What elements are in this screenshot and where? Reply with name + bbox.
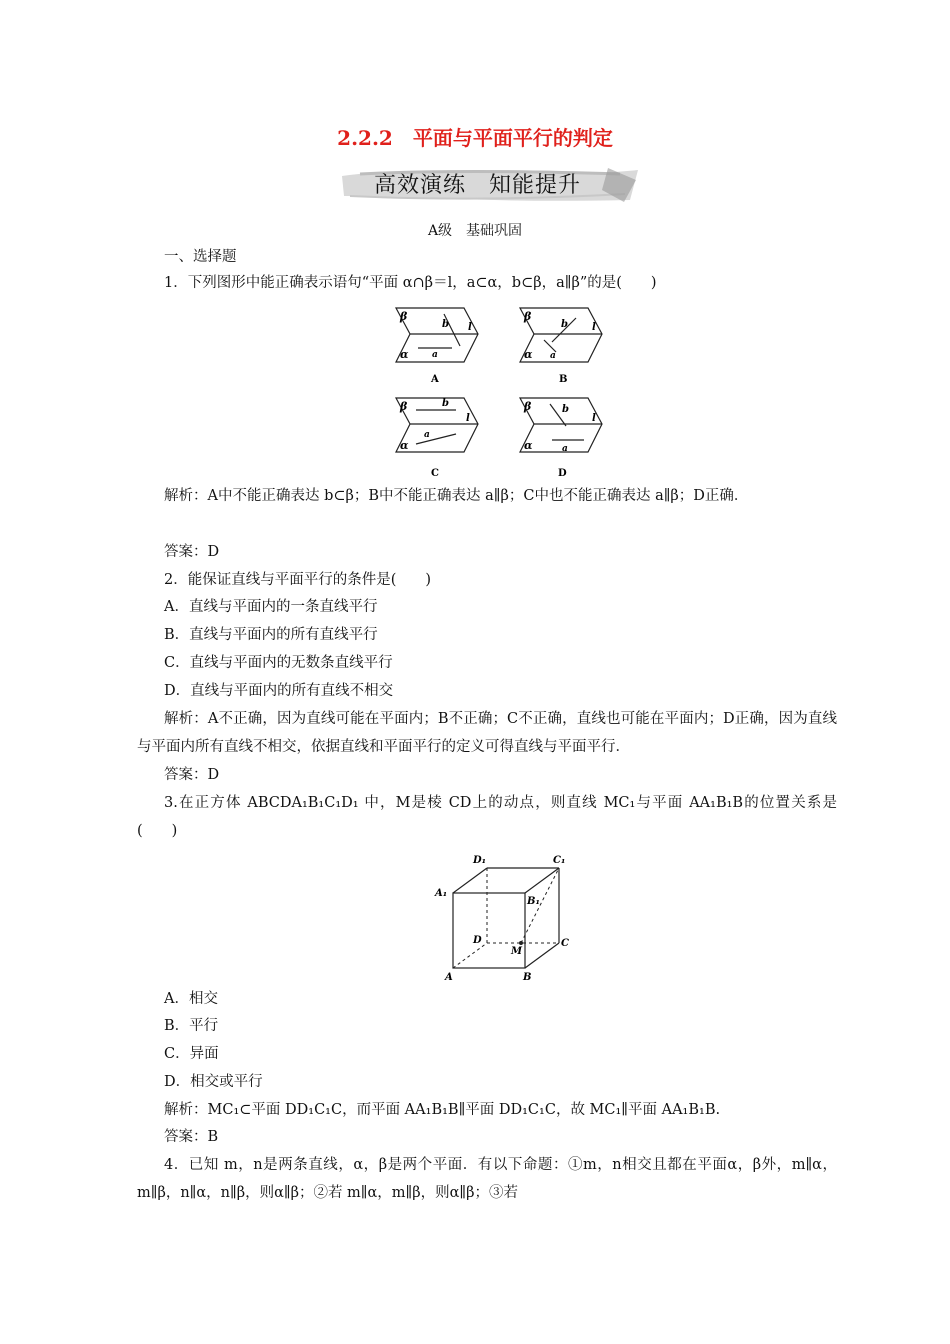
fig-d-beta-label: β — [524, 400, 532, 413]
cube-label-m: M — [511, 946, 523, 957]
fig-b-l-label: l — [592, 322, 596, 333]
banner-text: 高效演练 知能提升 — [374, 173, 582, 198]
page-title: 2.2.2 平面与平面平行的判定 — [337, 126, 613, 150]
fig-a-alpha-label: α — [400, 348, 409, 361]
q1-answer: 答案：D — [164, 544, 220, 560]
cube-figure — [425, 848, 585, 988]
q3-option-a: A．相交 — [164, 991, 218, 1007]
figure-a — [396, 308, 478, 385]
level-heading: A级 基础巩固 — [427, 223, 523, 239]
cube-label-b: B — [523, 972, 532, 983]
fig-b-alpha-label: α — [524, 348, 533, 361]
q1-stem: 1．下列图形中能正确表示语句“平面 α∩β＝l，a⊂α，b⊂β，a∥β”的是( ) — [164, 275, 657, 291]
fig-b-caption: B — [559, 374, 568, 385]
fig-c-alpha-label: α — [400, 439, 409, 452]
cube-label-b1: B₁ — [527, 896, 540, 907]
fig-a-a-label: a — [432, 350, 438, 360]
fig-c-caption: C — [431, 468, 439, 479]
fig-a-b-label: b — [442, 319, 449, 330]
fig-d-l-label: l — [592, 413, 596, 424]
fig-b-beta-label: β — [524, 310, 532, 323]
q3-option-b: B．平行 — [164, 1018, 219, 1034]
q2-option-c: C．直线与平面内的无数条直线平行 — [164, 655, 393, 671]
fig-c-b-label: b — [442, 398, 449, 409]
q2-answer: 答案：D — [164, 767, 220, 783]
figure-b — [520, 308, 602, 385]
fig-c-a-label: a — [424, 430, 430, 440]
fig-a-beta-label: β — [400, 310, 408, 323]
cube-label-d: D — [473, 935, 482, 946]
q2-option-b: B．直线与平面内的所有直线平行 — [164, 627, 378, 643]
fig-c-beta-label: β — [400, 400, 408, 413]
figure-c — [396, 398, 478, 479]
fig-b-b-label: b — [561, 319, 568, 330]
fig-a-l-label: l — [468, 322, 472, 333]
fig-d-a-label: a — [562, 444, 568, 454]
q3-answer: 答案：B — [164, 1129, 219, 1145]
cube-label-a: A — [445, 972, 453, 983]
q3-option-c: C．异面 — [164, 1046, 219, 1062]
q2-option-d: D．直线与平面内的所有直线不相交 — [164, 683, 394, 699]
q2-analysis: 解析：A不正确，因为直线可能在平面内；B不正确；C不正确，直线也可能在平面内；D正确，因为直线与平面内所有直线不相交，依据直线和平面平行的定义可得直线与平面平行． — [137, 711, 837, 755]
fig-c-l-label: l — [466, 413, 470, 424]
section-banner — [340, 160, 640, 210]
q3-analysis: 解析：MC₁⊂平面 DD₁C₁C，而平面 AA₁B₁B∥平面 DD₁C₁C，故 MC₁∥平面 AA₁B₁B. — [164, 1102, 721, 1118]
q3-option-d: D．相交或平行 — [164, 1074, 263, 1090]
q2-stem: 2．能保证直线与平面平行的条件是( ) — [164, 572, 432, 588]
fig-d-b-label: b — [562, 404, 569, 415]
fig-a-caption: A — [431, 374, 439, 385]
fig-b-a-label: a — [550, 351, 556, 361]
cube-label-c1: C₁ — [553, 855, 566, 866]
figure-d — [520, 398, 602, 479]
q1-analysis: 解析：A中不能正确表达 b⊂β；B中不能正确表达 a∥β；C中也不能正确表达 a∥β；D正确． — [164, 488, 749, 504]
cube-label-a1: A₁ — [435, 888, 448, 899]
q3-stem: 3.在正方体 ABCDA₁B₁C₁D₁ 中，M是棱 CD上的动点，则直线 MC₁与平面 AA₁B₁B的位置关系是( ) — [137, 795, 837, 839]
fig-d-alpha-label: α — [524, 439, 533, 452]
q2-option-a: A．直线与平面内的一条直线平行 — [164, 599, 378, 615]
cube-label-d1: D₁ — [473, 855, 487, 866]
q1-figures — [380, 300, 620, 485]
fig-d-caption: D — [558, 468, 567, 479]
section-heading: 一、选择题 — [164, 249, 237, 265]
cube-label-c: C — [561, 938, 569, 949]
q4-stem: 4．已知 m，n是两条直线，α，β是两个平面．有以下命题：①m，n相交且都在平面α，β外，m∥α，m∥β，n∥α，n∥β，则α∥β；②若 m∥α，m∥β，则α∥β；③若 — [137, 1157, 837, 1201]
